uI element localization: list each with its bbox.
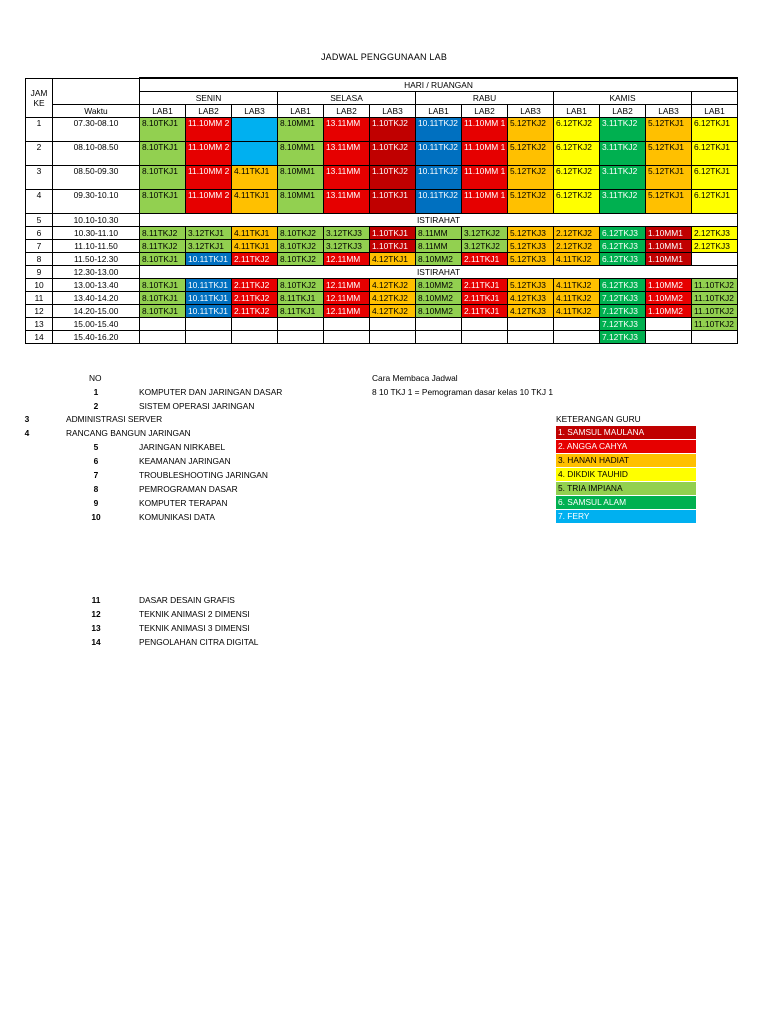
schedule-cell: 6.12TKJ1	[692, 117, 738, 141]
table-row	[26, 330, 738, 343]
schedule-cell: 8.11TKJ1	[278, 291, 324, 304]
schedule-cell: 5.12TKJ3	[508, 252, 554, 265]
schedule-cell: 5.12TKJ3	[508, 226, 554, 239]
jam-cell: 4	[26, 189, 53, 213]
schedule-cell: 6.12TKJ3	[600, 226, 646, 239]
schedule-cell	[646, 317, 692, 330]
subject-name: JARINGAN NIRKABEL	[139, 442, 226, 452]
schedule-cell: 1.10MM2	[646, 304, 692, 317]
schedule-cell	[278, 330, 324, 343]
lab-header: LAB3	[646, 104, 692, 117]
schedule-cell: 11.10MM 2	[186, 189, 232, 213]
page-title: JADWAL PENGGUNAAN LAB	[320, 52, 448, 62]
schedule-cell: 4.12TKJ3	[508, 291, 554, 304]
waktu-header: Waktu	[53, 104, 140, 117]
table-row	[26, 117, 738, 141]
schedule-cell: 2.11TKJ1	[462, 278, 508, 291]
teacher-legend-item: 4. DIKDIK TAUHID	[556, 468, 696, 481]
day-header-extra	[692, 91, 738, 104]
break-cell: ISTIRAHAT	[140, 213, 738, 226]
teacher-legend-item: 2. ANGGA CAHYA	[556, 440, 696, 453]
schedule-cell	[554, 317, 600, 330]
schedule-cell: 7.12TKJ3	[600, 330, 646, 343]
schedule-cell: 1.10TKJ1	[370, 239, 416, 252]
jam-cell: 3	[26, 165, 53, 189]
schedule-cell: 11.10MM 2	[186, 165, 232, 189]
subject-name: PENGOLAHAN CITRA DIGITAL	[139, 637, 259, 647]
schedule-cell: 8.11MM	[416, 226, 462, 239]
schedule-cell: 6.12TKJ2	[554, 165, 600, 189]
jam-cell: 13	[26, 317, 53, 330]
schedule-cell: 7.12TKJ3	[600, 317, 646, 330]
jam-cell: 10	[26, 278, 53, 291]
table-row	[26, 189, 738, 213]
schedule-cell	[370, 330, 416, 343]
teacher-legend-item: 7. FERY	[556, 510, 696, 523]
schedule-cell: 4.11TKJ1	[232, 165, 278, 189]
subject-number: 3	[24, 414, 30, 424]
schedule-cell: 8.10TKJ1	[140, 117, 186, 141]
table-row	[26, 317, 738, 330]
schedule-cell: 11.10MM 1	[462, 165, 508, 189]
table-row	[26, 252, 738, 265]
schedule-cell	[462, 317, 508, 330]
teacher-legend-title: KETERANGAN GURU	[556, 414, 641, 424]
schedule-cell	[140, 330, 186, 343]
schedule-cell: 11.10TKJ2	[692, 317, 738, 330]
teacher-legend-item: 1. SAMSUL MAULANA	[556, 426, 696, 439]
schedule-cell: 4.12TKJ3	[508, 304, 554, 317]
waktu-cell: 08.10-08.50	[53, 141, 140, 165]
schedule-cell: 1.10MM1	[646, 252, 692, 265]
schedule-cell: 8.10TKJ2	[278, 278, 324, 291]
subject-number: 9	[93, 498, 99, 508]
schedule-cell: 5.12TKJ3	[508, 239, 554, 252]
schedule-cell: 10.11TKJ1	[186, 252, 232, 265]
waktu-cell: 10.10-10.30	[53, 213, 140, 226]
waktu-cell: 11.50-12.30	[53, 252, 140, 265]
schedule-cell: 4.12TKJ2	[370, 304, 416, 317]
schedule-cell: 11.10MM 2	[186, 117, 232, 141]
schedule-cell: 8.11TKJ2	[140, 226, 186, 239]
schedule-cell: 6.12TKJ2	[554, 117, 600, 141]
schedule-cell	[324, 317, 370, 330]
schedule-cell: 13.11MM	[324, 189, 370, 213]
table-row	[26, 165, 738, 189]
schedule-cell	[140, 317, 186, 330]
subject-name: DASAR DESAIN GRAFIS	[139, 595, 235, 605]
jam-cell: 2	[26, 141, 53, 165]
schedule-cell: 11.10MM 1	[462, 117, 508, 141]
schedule-cell: 4.11TKJ2	[554, 304, 600, 317]
schedule-cell: 12.11MM	[324, 304, 370, 317]
waktu-cell: 15.00-15.40	[53, 317, 140, 330]
waktu-cell: 09.30-10.10	[53, 189, 140, 213]
schedule-cell: 5.12TKJ1	[646, 189, 692, 213]
schedule-cell	[646, 330, 692, 343]
schedule-cell: 8.10TKJ2	[278, 252, 324, 265]
schedule-cell: 2.12TKJ2	[554, 239, 600, 252]
jam-cell: 9	[26, 265, 53, 278]
subject-number: 6	[93, 456, 99, 466]
schedule-cell: 6.12TKJ1	[692, 165, 738, 189]
table-row	[26, 278, 738, 291]
schedule-cell: 7.12TKJ3	[600, 291, 646, 304]
lab-header: LAB2	[462, 104, 508, 117]
table-row	[26, 304, 738, 317]
waktu-cell: 07.30-08.10	[53, 117, 140, 141]
schedule-cell: 1.10MM2	[646, 278, 692, 291]
schedule-cell: 8.10TKJ1	[140, 141, 186, 165]
schedule-cell: 6.12TKJ2	[554, 141, 600, 165]
subject-number: 7	[93, 470, 99, 480]
schedule-cell: 2.11TKJ2	[232, 278, 278, 291]
schedule-cell	[232, 330, 278, 343]
schedule-cell: 5.12TKJ1	[646, 141, 692, 165]
schedule-cell: 10.11TKJ1	[186, 278, 232, 291]
lab-header: LAB3	[508, 104, 554, 117]
schedule-table	[25, 77, 738, 344]
schedule-cell: 13.11MM	[324, 165, 370, 189]
teacher-legend-item: 5. TRIA IMPIANA	[556, 482, 696, 495]
schedule-cell: 6.12TKJ3	[600, 278, 646, 291]
schedule-cell	[370, 317, 416, 330]
subject-number: 1	[93, 387, 99, 397]
jam-cell: 8	[26, 252, 53, 265]
day-header: RABU	[416, 91, 554, 104]
subject-number: 11	[91, 595, 101, 605]
schedule-cell: 2.12TKJ2	[554, 226, 600, 239]
reading-guide-title: Cara Membaca Jadwal	[372, 373, 458, 383]
table-row	[26, 291, 738, 304]
schedule-cell: 8.10MM1	[278, 165, 324, 189]
waktu-cell: 13.00-13.40	[53, 278, 140, 291]
schedule-cell: 2.12TKJ3	[692, 239, 738, 252]
table-row	[26, 265, 738, 278]
jam-ke-header: JAM KE	[26, 78, 53, 117]
schedule-cell	[232, 317, 278, 330]
schedule-cell: 10.11TKJ2	[416, 165, 462, 189]
schedule-cell: 2.11TKJ2	[232, 291, 278, 304]
subject-name: TROUBLESHOOTING JARINGAN	[139, 470, 268, 480]
schedule-cell: 10.11TKJ1	[186, 291, 232, 304]
day-header: SELASA	[278, 91, 416, 104]
schedule-cell: 3.11TKJ2	[600, 165, 646, 189]
schedule-cell: 8.10TKJ1	[140, 278, 186, 291]
subject-number: 13	[91, 623, 101, 633]
jam-cell: 6	[26, 226, 53, 239]
teacher-legend-item: 6. SAMSUL ALAM	[556, 496, 696, 509]
schedule-cell: 3.12TKJ3	[324, 239, 370, 252]
schedule-cell: 1.10TKJ2	[370, 165, 416, 189]
schedule-cell	[416, 317, 462, 330]
subject-no-header: NO	[89, 373, 102, 383]
schedule-cell: 3.11TKJ2	[600, 141, 646, 165]
schedule-cell: 3.12TKJ1	[186, 239, 232, 252]
subject-number: 10	[91, 512, 101, 522]
schedule-cell: 3.12TKJ2	[462, 239, 508, 252]
lab-header: LAB1	[278, 104, 324, 117]
schedule-cell: 5.12TKJ2	[508, 189, 554, 213]
schedule-cell	[232, 141, 278, 165]
schedule-cell: 8.10MM1	[278, 141, 324, 165]
schedule-cell: 8.11TKJ1	[278, 304, 324, 317]
schedule-cell	[278, 317, 324, 330]
day-header: KAMIS	[554, 91, 692, 104]
schedule-cell: 11.10MM 2	[186, 141, 232, 165]
schedule-cell: 11.10TKJ2	[692, 291, 738, 304]
subject-name: TEKNIK ANIMASI 3 DIMENSI	[139, 623, 250, 633]
schedule-cell: 4.11TKJ1	[232, 226, 278, 239]
schedule-cell: 4.12TKJ2	[370, 291, 416, 304]
schedule-cell	[416, 330, 462, 343]
schedule-cell: 11.10MM 1	[462, 189, 508, 213]
waktu-cell: 08.50-09.30	[53, 165, 140, 189]
schedule-cell	[186, 330, 232, 343]
schedule-cell: 13.11MM	[324, 141, 370, 165]
subject-number: 12	[91, 609, 101, 619]
schedule-cell: 8.10MM1	[278, 189, 324, 213]
schedule-cell: 13.11MM	[324, 117, 370, 141]
schedule-cell: 2.11TKJ2	[232, 304, 278, 317]
schedule-cell: 10.11TKJ1	[186, 304, 232, 317]
schedule-cell: 3.12TKJ1	[186, 226, 232, 239]
schedule-cell: 2.11TKJ2	[232, 252, 278, 265]
schedule-cell: 1.10MM2	[646, 291, 692, 304]
schedule-cell: 5.12TKJ2	[508, 141, 554, 165]
lab-header: LAB3	[232, 104, 278, 117]
schedule-cell	[692, 252, 738, 265]
schedule-cell: 2.11TKJ1	[462, 252, 508, 265]
schedule-cell: 8.10TKJ2	[278, 226, 324, 239]
jam-cell: 7	[26, 239, 53, 252]
subject-number: 4	[24, 428, 30, 438]
lab-header: LAB2	[324, 104, 370, 117]
schedule-cell: 3.11TKJ2	[600, 189, 646, 213]
schedule-cell: 8.10TKJ1	[140, 189, 186, 213]
subject-name: KEAMANAN JARINGAN	[139, 456, 231, 466]
table-row	[26, 213, 738, 226]
schedule-cell: 8.10MM2	[416, 304, 462, 317]
lab-header: LAB1	[554, 104, 600, 117]
schedule-cell: 12.11MM	[324, 252, 370, 265]
schedule-cell: 10.11TKJ2	[416, 117, 462, 141]
jam-cell: 5	[26, 213, 53, 226]
subject-name: PEMROGRAMAN DASAR	[139, 484, 238, 494]
waktu-cell: 15.40-16.20	[53, 330, 140, 343]
schedule-cell	[186, 317, 232, 330]
jam-cell: 1	[26, 117, 53, 141]
lab-header: LAB1	[416, 104, 462, 117]
schedule-cell	[692, 330, 738, 343]
schedule-cell: 8.10MM2	[416, 278, 462, 291]
schedule-cell: 8.10TKJ2	[278, 239, 324, 252]
schedule-cell	[554, 330, 600, 343]
schedule-cell	[508, 330, 554, 343]
lab-header: LAB1	[692, 104, 738, 117]
schedule-cell: 11.10TKJ2	[692, 278, 738, 291]
jam-cell: 14	[26, 330, 53, 343]
waktu-cell: 14.20-15.00	[53, 304, 140, 317]
schedule-cell: 3.11TKJ2	[600, 117, 646, 141]
schedule-cell: 6.12TKJ2	[554, 189, 600, 213]
subject-number: 5	[93, 442, 99, 452]
lab-header: LAB3	[370, 104, 416, 117]
subject-name: KOMUNIKASI DATA	[139, 512, 216, 522]
schedule-cell: 11.10TKJ2	[692, 304, 738, 317]
hari-ruangan-header: HARI / RUANGAN	[140, 78, 738, 91]
schedule-cell: 1.10TKJ2	[370, 141, 416, 165]
schedule-cell: 1.10MM1	[646, 226, 692, 239]
subject-name: KOMPUTER DAN JARINGAN DASAR	[139, 387, 283, 397]
schedule-cell: 10.11TKJ2	[416, 141, 462, 165]
schedule-cell: 5.12TKJ3	[508, 278, 554, 291]
table-row	[26, 226, 738, 239]
schedule-cell	[232, 117, 278, 141]
teacher-legend-item: 3. HANAN HADIAT	[556, 454, 696, 467]
schedule-cell: 8.10MM2	[416, 291, 462, 304]
break-cell: ISTIRAHAT	[140, 265, 738, 278]
subject-number: 14	[91, 637, 101, 647]
schedule-cell: 8.10TKJ1	[140, 291, 186, 304]
subject-number: 2	[93, 401, 99, 411]
schedule-cell: 1.10TKJ1	[370, 226, 416, 239]
schedule-cell: 6.12TKJ1	[692, 141, 738, 165]
waktu-cell: 11.10-11.50	[53, 239, 140, 252]
reading-guide-example: 8 10 TKJ 1 = Pemograman dasar kelas 10 TKJ 1	[372, 387, 554, 397]
lab-header: LAB2	[186, 104, 232, 117]
subject-name: ADMINISTRASI SERVER	[66, 414, 163, 424]
schedule-cell: 4.11TKJ1	[232, 189, 278, 213]
schedule-cell: 12.11MM	[324, 278, 370, 291]
schedule-cell: 4.11TKJ1	[232, 239, 278, 252]
waktu-cell: 10.30-11.10	[53, 226, 140, 239]
schedule-cell: 8.10TKJ1	[140, 165, 186, 189]
schedule-cell: 4.11TKJ2	[554, 252, 600, 265]
schedule-cell: 1.10TKJ1	[370, 189, 416, 213]
schedule-cell: 3.12TKJ2	[462, 226, 508, 239]
schedule-cell	[508, 317, 554, 330]
schedule-cell: 8.10TKJ1	[140, 304, 186, 317]
schedule-cell: 8.10TKJ1	[140, 252, 186, 265]
schedule-cell: 1.10TKJ2	[370, 117, 416, 141]
table-row	[26, 239, 738, 252]
table-row	[26, 141, 738, 165]
schedule-cell: 6.12TKJ3	[600, 252, 646, 265]
schedule-cell: 5.12TKJ1	[646, 165, 692, 189]
subject-number: 8	[93, 484, 99, 494]
schedule-cell: 4.12TKJ1	[370, 252, 416, 265]
lab-header: LAB1	[140, 104, 186, 117]
schedule-cell: 2.11TKJ1	[462, 291, 508, 304]
schedule-cell: 8.11TKJ2	[140, 239, 186, 252]
schedule-cell: 6.12TKJ3	[600, 239, 646, 252]
subject-name: RANCANG BANGUN JARINGAN	[66, 428, 191, 438]
schedule-cell: 6.12TKJ1	[692, 189, 738, 213]
lab-header: LAB2	[600, 104, 646, 117]
schedule-cell: 8.10MM2	[416, 252, 462, 265]
schedule-cell	[462, 330, 508, 343]
schedule-cell: 11.10MM 1	[462, 141, 508, 165]
jam-cell: 12	[26, 304, 53, 317]
schedule-cell: 2.11TKJ1	[462, 304, 508, 317]
schedule-cell: 4.12TKJ2	[370, 278, 416, 291]
waktu-cell: 12.30-13.00	[53, 265, 140, 278]
schedule-cell: 10.11TKJ2	[416, 189, 462, 213]
subject-name: KOMPUTER TERAPAN	[139, 498, 228, 508]
schedule-cell: 5.12TKJ2	[508, 117, 554, 141]
schedule-cell: 7.12TKJ3	[600, 304, 646, 317]
schedule-cell: 12.11MM	[324, 291, 370, 304]
schedule-cell: 5.12TKJ1	[646, 117, 692, 141]
subject-name: TEKNIK ANIMASI 2 DIMENSI	[139, 609, 250, 619]
jam-cell: 11	[26, 291, 53, 304]
schedule-cell: 4.11TKJ2	[554, 278, 600, 291]
subject-name: SISTEM OPERASI JARINGAN	[139, 401, 255, 411]
schedule-cell: 5.12TKJ2	[508, 165, 554, 189]
schedule-cell: 8.11MM	[416, 239, 462, 252]
schedule-cell: 1.10MM1	[646, 239, 692, 252]
schedule-cell	[324, 330, 370, 343]
day-header: SENIN	[140, 91, 278, 104]
empty-header	[53, 78, 140, 104]
schedule-cell: 2.12TKJ3	[692, 226, 738, 239]
schedule-cell: 4.11TKJ2	[554, 291, 600, 304]
waktu-cell: 13.40-14.20	[53, 291, 140, 304]
schedule-cell: 3.12TKJ3	[324, 226, 370, 239]
schedule-cell: 8.10MM1	[278, 117, 324, 141]
